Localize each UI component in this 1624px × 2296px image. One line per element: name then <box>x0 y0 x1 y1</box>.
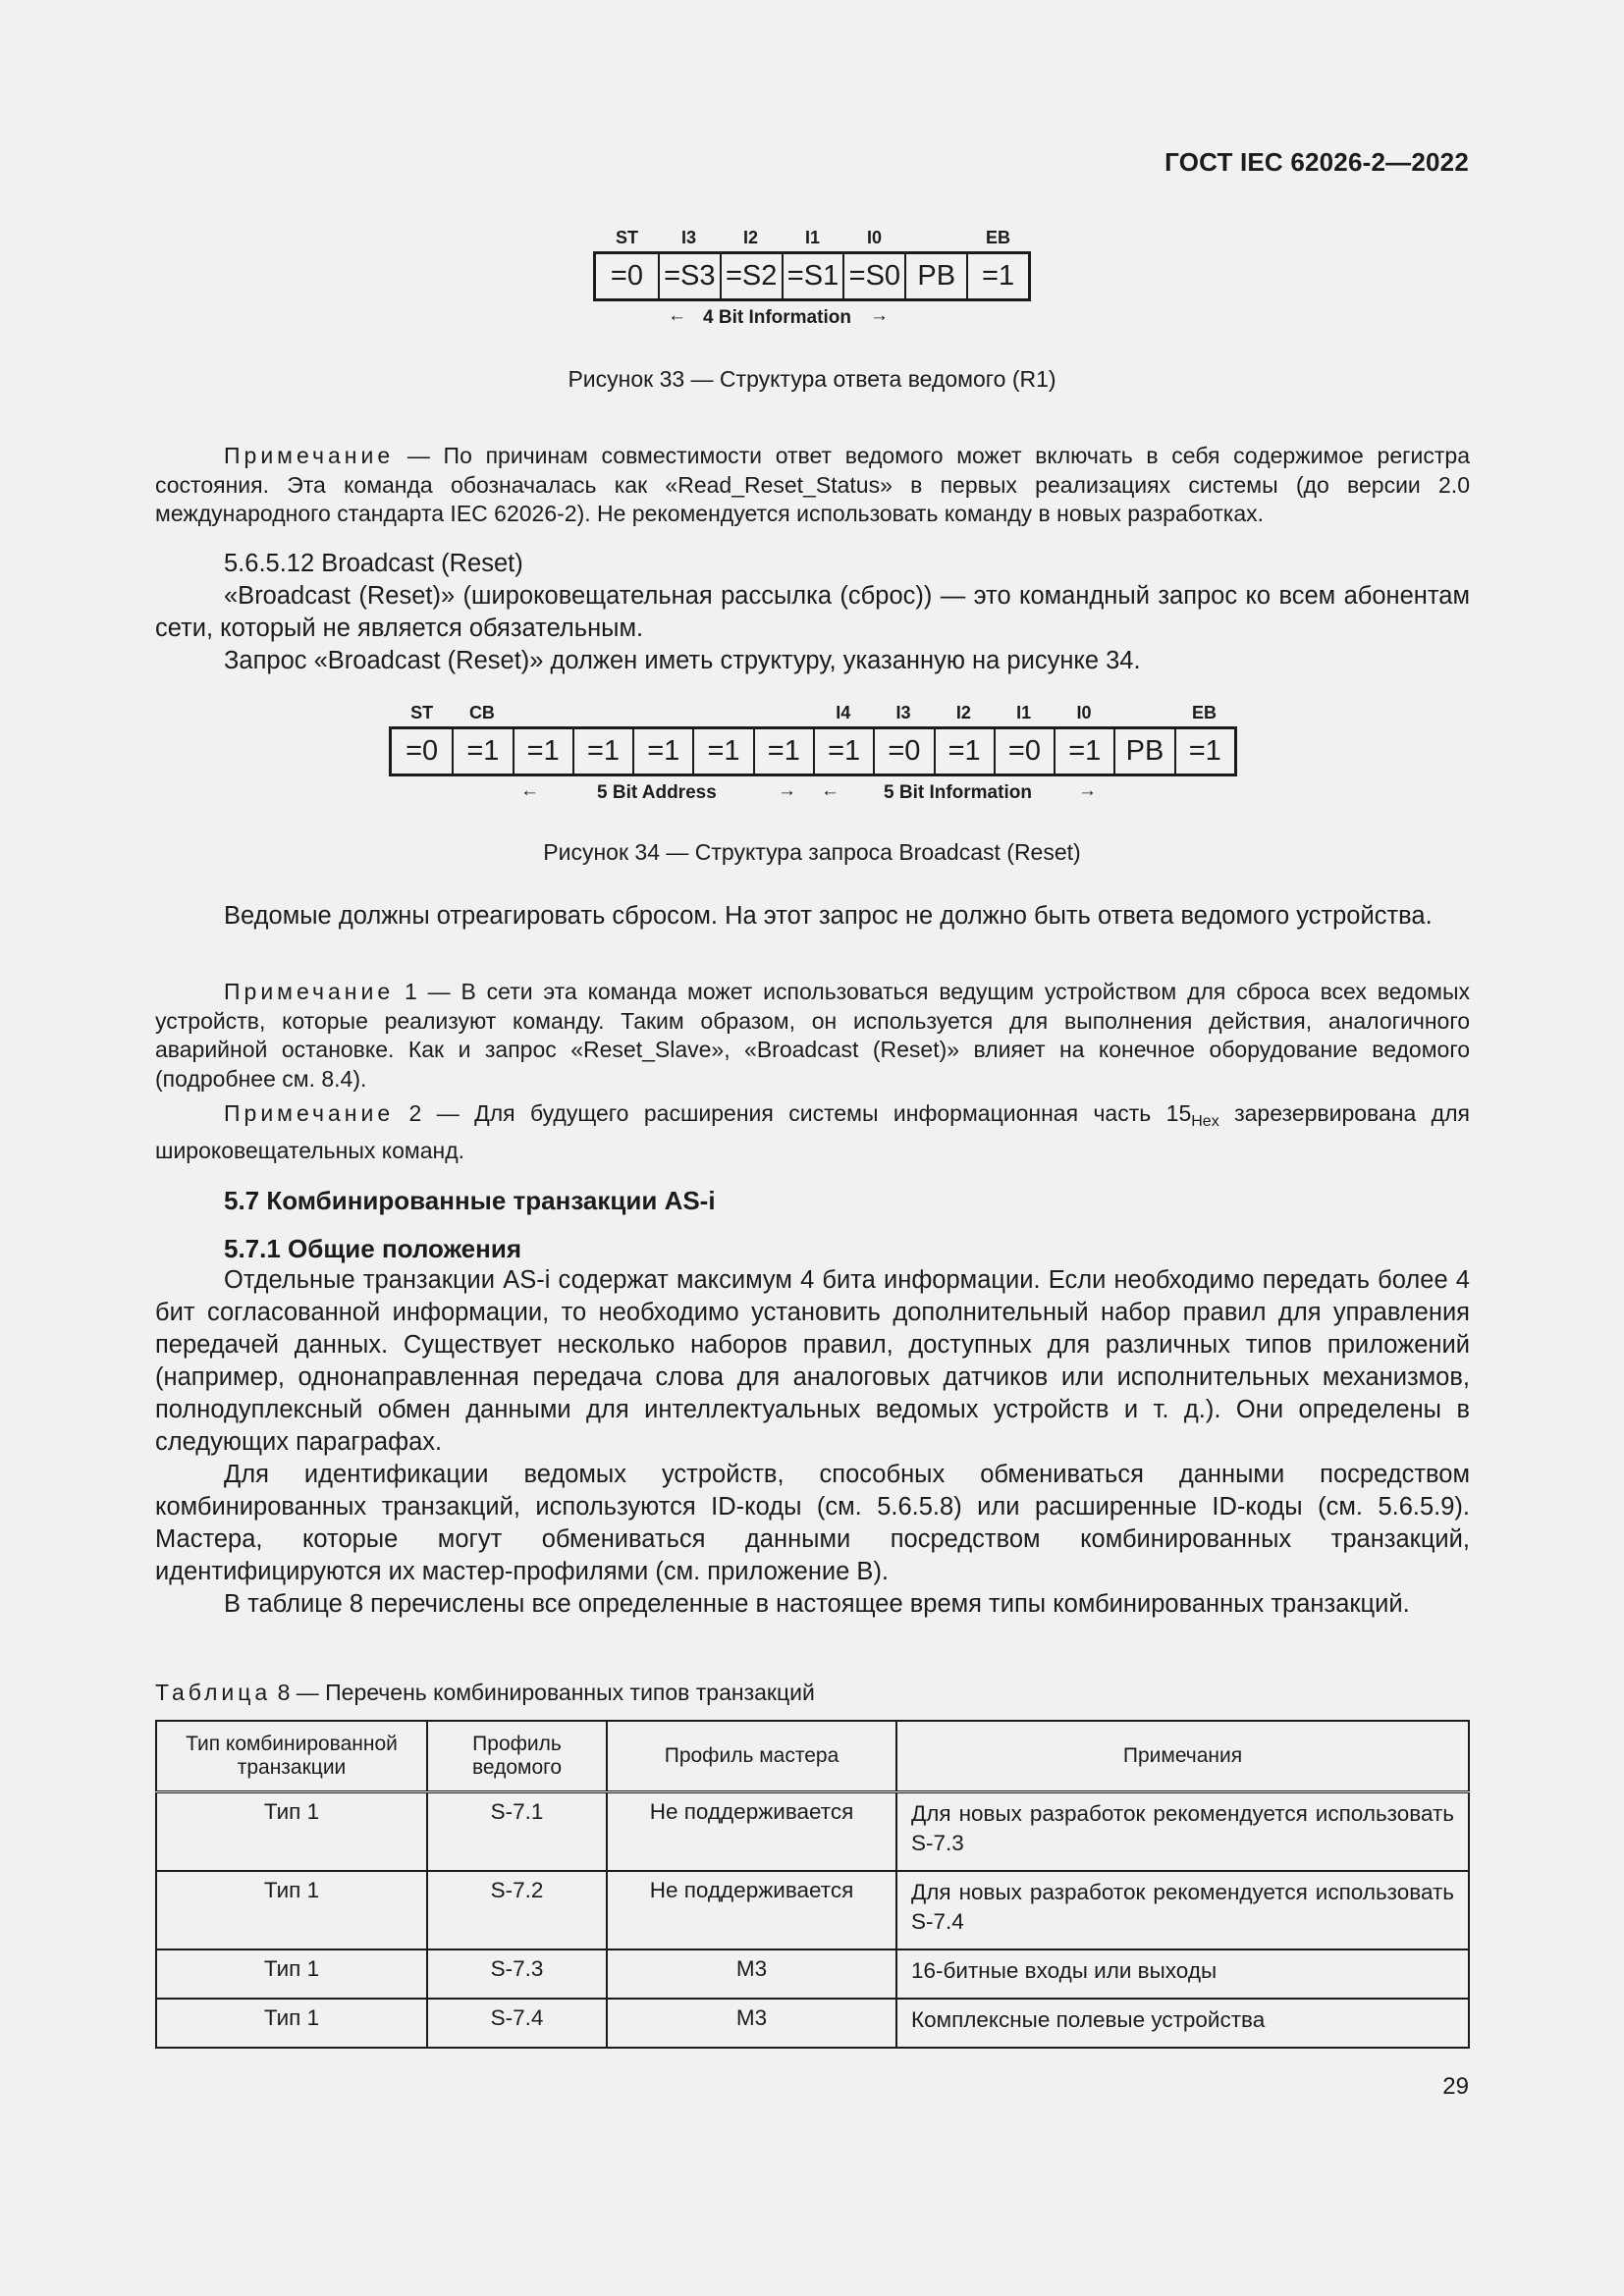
table-row <box>156 1999 1469 2048</box>
bit-label <box>572 703 632 724</box>
arrow-left-icon: ← <box>520 780 539 801</box>
bit-cell: =1 <box>753 729 813 774</box>
note-number: 1 <box>394 979 417 1004</box>
bit-cell: =S2 <box>720 254 782 298</box>
bit-cell: =1 <box>572 729 632 774</box>
arrow-label: 4 Bit Information <box>703 307 851 328</box>
table-caption-prefix: Таблица <box>155 1680 272 1705</box>
bit-label: I1 <box>1016 703 1032 722</box>
table-cell: S-7.1 <box>427 1792 607 1871</box>
column-header: Тип комбинированной транзакции <box>156 1721 427 1792</box>
bit-cell: =1 <box>513 729 572 774</box>
address-label: 5 Bit Address <box>597 782 717 803</box>
section-heading: 5.7 Комбинированные транзакции AS-i <box>224 1186 716 1215</box>
bit-label: CB <box>468 703 495 722</box>
table-cell: Для новых разработок рекомендуется использовать S-7.4 <box>896 1871 1469 1949</box>
document-id: ГОСТ IEC 62026-2—2022 <box>1164 147 1469 177</box>
table-cell: Тип 1 <box>156 1871 427 1949</box>
bit-label: ST <box>410 703 434 722</box>
table-cell: Не поддерживается <box>607 1792 896 1871</box>
bit-label: EB <box>1192 703 1218 722</box>
paragraph: В таблице 8 перечислены все определенные в настоящее время типы комбинированных транзакций. <box>224 1590 1410 1618</box>
bit-cell: PB <box>1113 729 1173 774</box>
bit-cell: =S1 <box>782 254 843 298</box>
arrow-right-icon: → <box>1078 780 1097 801</box>
column-header: Профиль мастера <box>607 1721 896 1792</box>
figure-34 <box>389 703 1237 811</box>
bit-cell: =1 <box>692 729 752 774</box>
note-number: 2 <box>394 1100 422 1126</box>
table-row <box>156 1949 1469 1999</box>
bit-labels <box>593 228 1031 251</box>
information-label: 5 Bit Information <box>884 782 1032 803</box>
note-text: — Для будущего расширения системы информационная часть 15 <box>421 1100 1192 1126</box>
table-caption-text: 8 — Перечень комбинированных типов транзакций <box>271 1680 815 1705</box>
bit-cell: =1 <box>632 729 692 774</box>
bit-label: I2 <box>742 228 758 247</box>
bit-cell: =0 <box>994 729 1054 774</box>
bit-label <box>753 703 813 724</box>
bit-label <box>632 703 692 724</box>
note-prefix: Примечание <box>224 1100 395 1126</box>
note <box>155 442 1470 529</box>
table-cell: 16-битные входы или выходы <box>896 1949 1469 1999</box>
table-cell: Для новых разработок рекомендуется использовать S-7.3 <box>896 1792 1469 1871</box>
bit-label: EB <box>985 228 1010 247</box>
arrow-right-icon: → <box>778 780 796 801</box>
table-cell: M3 <box>607 1999 896 2048</box>
table-cell: Не поддерживается <box>607 1871 896 1949</box>
bit-label: I1 <box>804 228 820 247</box>
bit-cell: =0 <box>406 735 439 767</box>
table-8 <box>155 1720 1470 2049</box>
bit-cell: =S0 <box>842 254 904 298</box>
bit-cell: =0 <box>873 729 933 774</box>
table-cell: Комплексные полевые устройства <box>896 1999 1469 2048</box>
table-row <box>156 1792 1469 1871</box>
table-cell: S-7.2 <box>427 1871 607 1949</box>
bit-label <box>1114 703 1174 724</box>
column-header: Примечания <box>896 1721 1469 1792</box>
arrow-right-icon: → <box>870 305 889 326</box>
table-caption <box>155 1679 815 1708</box>
bit-label: I2 <box>955 703 971 722</box>
bit-frame <box>389 726 1237 776</box>
table-row <box>156 1871 1469 1949</box>
bit-label: ST <box>615 228 638 247</box>
note-prefix: Примечание <box>224 443 395 468</box>
figure-33 <box>593 228 1031 336</box>
table-header-row <box>156 1721 1469 1792</box>
section-title: 5.6.5.12 Broadcast (Reset) <box>224 550 523 577</box>
figure-33-caption: Рисунок 33 — Структура ответа ведомого (R1) <box>568 366 1056 392</box>
arrow-left-icon: ← <box>821 780 839 801</box>
bit-cell: =1 <box>934 729 994 774</box>
table-cell: S-7.3 <box>427 1949 607 1999</box>
bit-cell: =1 <box>966 254 1028 298</box>
paragraph: Ведомые должны отреагировать сбросом. На этот запрос не должно быть ответа ведомого устройства. <box>224 902 1433 930</box>
bit-cell: =1 <box>1054 729 1113 774</box>
bit-frame <box>593 251 1031 301</box>
arrow-left-icon: ← <box>668 305 686 326</box>
bit-label <box>513 703 572 724</box>
note-text: — По причинам совместимости ответ ведомого может включать в себя содержимое регистра состояния. Эта команда обозначалась как «Read_Reset_Status» в первых реализациях системы (до версии 2.0 международного стандарта IEC 62026-2). Не рекомендуется использовать команду в новых разработках. <box>155 443 1470 526</box>
table-cell: Тип 1 <box>156 1999 427 2048</box>
page-number: 29 <box>1442 2073 1469 2100</box>
bit-cell: =1 <box>452 729 512 774</box>
bit-cell: =S3 <box>658 254 720 298</box>
bit-label <box>905 228 967 249</box>
note-text: зарезервирована для широковещательных команд. <box>155 1100 1470 1163</box>
bit-cell: =0 <box>610 260 643 292</box>
bit-cell: PB <box>904 254 966 298</box>
paragraph: Отдельные транзакции AS-i содержат максимум 4 бита информации. Если необходимо передать более 4 бит согласованной информации, то необходимо установить дополнительный набор правил для управления передачей данных. Существует несколько наборов правил, доступных для различных типов приложений (например, однонаправленная передача слова для аналоговых датчиков или исполнительных механизмов, полнодуплексный обмен данными для интеллектуальных ведомых устройств и т. д.). Они определены в следующих параграфах. <box>155 1266 1470 1456</box>
table-cell: S-7.4 <box>427 1999 607 2048</box>
figure-34-caption: Рисунок 34 — Структура запроса Broadcast (Reset) <box>543 839 1081 865</box>
note <box>155 978 1470 1094</box>
paragraph: «Broadcast (Reset)» (широковещательная рассылка (сброс)) — это командный запрос ко всем абонентам сети, который не является обязательным. <box>155 582 1470 642</box>
bit-label: I0 <box>866 228 882 247</box>
hex-subscript: Hex <box>1191 1113 1219 1130</box>
subsection-heading: 5.7.1 Общие положения <box>224 1234 521 1263</box>
bit-labels <box>389 703 1237 726</box>
bit-label <box>693 703 753 724</box>
table-cell: Тип 1 <box>156 1949 427 1999</box>
note-text: — В сети эта команда может использоваться ведущим устройством для сброса всех ведомых устройств, которые реализуют команду. Таким образом, он используется для выполнения действия, аналогичного аварийной остановке. Как и запрос «Reset_Slave», «Broadcast (Reset)» влияет на конечное оборудование ведомого (подробнее см. 8.4). <box>155 979 1470 1092</box>
table-cell: M3 <box>607 1949 896 1999</box>
column-header: Профиль ведомого <box>427 1721 607 1792</box>
table-cell: Тип 1 <box>156 1792 427 1871</box>
bit-label: I3 <box>895 703 911 722</box>
paragraph: Для идентификации ведомых устройств, способных обмениваться данными посредством комбинированных транзакций, используются ID-коды (см. 5.6.5.8) или расширенные ID-коды (см. 5.6.5.9). Мастера, которые могут обмениваться данными посредством комбинированных транзакций, идентифицируются их мастер-профилями (см. приложение B). <box>155 1461 1470 1585</box>
bit-label: I3 <box>680 228 696 247</box>
bit-cell: =1 <box>813 729 873 774</box>
bit-cell: =1 <box>1174 729 1234 774</box>
bit-label: I4 <box>836 703 851 722</box>
paragraph: Запрос «Broadcast (Reset)» должен иметь структуру, указанную на рисунке 34. <box>224 647 1141 674</box>
bit-label: I0 <box>1076 703 1092 722</box>
note <box>155 1099 1470 1165</box>
note-prefix: Примечание <box>224 979 395 1004</box>
